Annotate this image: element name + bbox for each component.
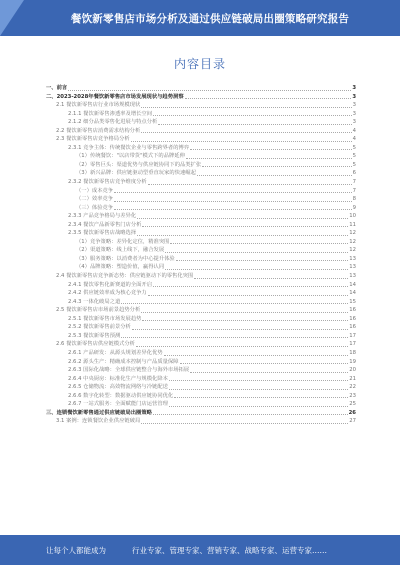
toc-dot-leader: [190, 368, 348, 373]
toc-entry[interactable]: [46, 246, 356, 255]
footer-slogan: 让每个人都能成为: [46, 546, 106, 555]
toc-entry-page: 3: [352, 110, 356, 117]
toc-entry-page: 25: [349, 401, 356, 408]
toc-dot-leader: [141, 419, 348, 424]
toc-dot-leader: [137, 214, 348, 219]
toc-entry-page: 26: [348, 409, 356, 416]
toc-entry-page: 21: [349, 375, 356, 382]
toc-entry[interactable]: [46, 272, 356, 281]
toc-entry-page: 5: [352, 161, 356, 168]
toc-entry-label: 2.1.2 细分品类零售化进展与特点分析: [68, 119, 158, 126]
toc-entry-label: 2.6.1 产品研发：从源头规划差异化优势: [68, 349, 163, 356]
toc-entry-page: 12: [349, 238, 356, 245]
toc-dot-leader: [170, 239, 348, 244]
toc-entry-page: 5: [352, 144, 356, 151]
toc-entry-label: 2.5.2 餐饮新零售前景分析: [68, 324, 131, 331]
toc-dot-leader: [114, 188, 352, 193]
toc-entry[interactable]: [46, 238, 356, 247]
toc-entry-label: 2.4.1 餐饮零售化新赛道的全面开启: [68, 281, 153, 288]
toc-dot-leader: [169, 376, 348, 381]
toc-dot-leader: [153, 111, 352, 116]
toc-entry-page: 20: [349, 367, 356, 374]
toc-entry[interactable]: [46, 383, 356, 392]
toc-entry[interactable]: [46, 400, 356, 409]
toc-entry-page: 12: [349, 230, 356, 237]
toc-heading: 内容目录: [173, 57, 226, 71]
toc-dot-leader: [142, 222, 348, 227]
toc-entry-label: 2.6 餐饮新零售店供应链模式分析: [56, 341, 135, 348]
toc-entry[interactable]: [46, 127, 356, 136]
toc-entry-page: 10: [349, 213, 356, 220]
toc-entry-label: （三）体验竞争: [76, 204, 114, 211]
toc-entry-label: 三、连锁餐饮新零售通过供应链破局出圈策略: [46, 409, 152, 416]
toc-entry-label: （一）成本竞争: [76, 187, 114, 194]
toc-entry[interactable]: [46, 84, 356, 93]
toc-entry-page: 8: [352, 196, 356, 203]
toc-dot-leader: [197, 171, 352, 176]
toc-dot-leader: [121, 333, 348, 338]
toc-dot-leader: [190, 145, 352, 150]
toc-entry-label: 2.3.5 餐饮新零售店战略选择: [68, 230, 137, 237]
report-title: 餐饮新零售店市场分析及通过供应链破局出圈策略研究报告: [70, 13, 350, 25]
toc-entry-page: 7: [352, 187, 356, 194]
toc-dot-leader: [194, 274, 348, 279]
toc-dot-leader: [121, 299, 348, 304]
toc-entry-page: 4: [352, 127, 356, 134]
toc-entry[interactable]: [46, 152, 356, 161]
toc-entry-label: （3）服务策略：以消费者为中心提升体验: [76, 255, 175, 262]
toc-entry[interactable]: [46, 323, 356, 332]
toc-entry[interactable]: [46, 161, 356, 170]
toc-dot-leader: [153, 410, 348, 415]
toc-entry[interactable]: [46, 229, 356, 238]
toc-entry-page: 13: [349, 255, 356, 262]
toc-entry-page: 17: [349, 332, 356, 339]
toc-entry[interactable]: [46, 101, 356, 110]
toc-entry[interactable]: [46, 332, 356, 341]
toc-dot-leader: [176, 256, 349, 261]
toc-entry-label: 2.6.4 中央厨房：标准化生产与规模化降本: [68, 375, 168, 382]
toc-entry[interactable]: [46, 187, 356, 196]
toc-entry-page: 17: [349, 341, 356, 348]
toc-entry[interactable]: [46, 169, 356, 178]
toc-entry-page: 13: [349, 273, 356, 280]
toc-dot-leader: [148, 291, 349, 296]
page-header: [0, 0, 400, 36]
toc-entry-label: 2.1 餐饮新零售店行业市场规模现状: [56, 102, 141, 109]
toc-entry-label: （4）品牌策略：塑造价值，赢得认同: [76, 264, 165, 271]
toc-dot-leader: [153, 282, 348, 287]
toc-entry-page: 13: [349, 264, 356, 271]
toc-dot-leader: [180, 359, 349, 364]
toc-dot-leader: [141, 103, 351, 108]
toc-entry-page: 3: [352, 102, 356, 109]
toc-entry-label: （2）零售巨头：渠道优势与供应链协同下的品类扩张: [76, 161, 202, 168]
toc-entry[interactable]: [46, 340, 356, 349]
toc-dot-leader: [141, 128, 351, 133]
toc-entry-page: 15: [349, 298, 356, 305]
toc-entry-page: 4: [352, 136, 356, 143]
toc-entry[interactable]: [46, 409, 356, 418]
toc-entry-label: 2.6.5 仓储物流：高效物流网络与冷链配送: [68, 384, 168, 391]
toc-entry[interactable]: [46, 195, 356, 204]
toc-entry-label: （3）新兴品牌：供应链驱动型垂直玩家的快速崛起: [76, 170, 196, 177]
toc-entry-page: 16: [349, 324, 356, 331]
toc-entry-page: 3: [352, 93, 356, 100]
toc-dot-leader: [158, 120, 351, 125]
toc-entry[interactable]: [46, 221, 356, 230]
toc-entry[interactable]: [46, 178, 356, 187]
toc-entry-page: 12: [349, 247, 356, 254]
toc-entry-page: 23: [349, 392, 356, 399]
toc-entry-page: 14: [349, 290, 356, 297]
toc-entry-label: （1）传统餐饮："以店带货"模式下的品牌延伸: [76, 153, 185, 160]
toc-dot-leader: [131, 137, 352, 142]
toc-dot-leader: [68, 86, 351, 91]
toc-entry[interactable]: [46, 375, 356, 384]
toc-entry-label: 2.4 餐饮新零售店竞争新态势：供应链驱动下的零售化突围: [56, 273, 194, 280]
toc-entry[interactable]: [46, 298, 356, 307]
toc-entry-label: 2.3.3 产品竞争格局与差异化: [68, 213, 137, 220]
toc-entry-label: 2.5.3 餐饮新零售预测: [68, 332, 121, 339]
toc-entry[interactable]: [46, 281, 356, 290]
toc-entry-page: 14: [349, 281, 356, 288]
toc-entry[interactable]: [46, 349, 356, 358]
toc-dot-leader: [141, 308, 348, 313]
toc-entry[interactable]: [46, 144, 356, 153]
toc-entry[interactable]: [46, 204, 356, 213]
toc-entry-page: 3: [352, 119, 356, 126]
toc-entry-label: 2.6.7 一站式服务：全面赋能门店运营管理: [68, 401, 168, 408]
toc-entry-page: 3: [352, 85, 356, 91]
toc-entry-label: 2.3 餐饮新零售店竞争格局分析: [56, 136, 130, 143]
toc-entry-page: 27: [349, 418, 356, 425]
toc-entry-page: 9: [352, 204, 356, 211]
toc-entry-page: 16: [349, 315, 356, 322]
toc-entry-label: 二、2023-2028年餐饮新零售店市场发展现状与趋势洞察: [46, 93, 184, 100]
toc-dot-leader: [136, 342, 348, 347]
toc-dot-leader: [114, 205, 352, 210]
toc-entry-label: 2.3.1 竞争主体：传统餐饮企业与零售跨界者的博弈: [68, 144, 190, 151]
toc-entry-label: （1）竞争策略：差异化定位，精准突围: [76, 238, 170, 245]
toc-entry[interactable]: [46, 93, 356, 102]
toc-entry-page: 19: [349, 358, 356, 365]
toc-entry[interactable]: [46, 315, 356, 324]
toc-entry-label: 一、前言: [46, 85, 68, 91]
toc-dot-leader: [164, 351, 349, 356]
header-corner-decoration: [0, 0, 24, 36]
toc-entry[interactable]: [46, 255, 356, 264]
toc-dot-leader: [174, 393, 348, 398]
toc-dot-leader: [142, 316, 348, 321]
toc-entry-page: 18: [349, 349, 356, 356]
toc-entry[interactable]: [46, 366, 356, 375]
toc-entry[interactable]: [46, 306, 356, 315]
toc-dot-leader: [202, 162, 351, 167]
toc-entry-page: 11: [349, 221, 356, 228]
toc-entry[interactable]: [46, 263, 356, 272]
toc-entry-label: 2.2 餐饮新零售店消费需求结构分析: [56, 127, 141, 134]
toc-entry-label: 2.6.3 国际化战略：全球供应链整合与海外市场拓展: [68, 367, 190, 374]
toc-entry-page: 16: [349, 307, 356, 314]
footer-roles: 行业专家、管理专家、营销专家、战略专家、运营专家……: [132, 546, 327, 555]
toc-dot-leader: [185, 94, 352, 99]
toc-entry-label: 2.6.6 数字化转型：数据驱动供应链协同优化: [68, 392, 174, 399]
toc-dot-leader: [169, 402, 348, 407]
toc-entry-label: 2.5 餐饮新零售店市场前景趋势分析: [56, 307, 141, 314]
toc-entry-label: 2.1.1 餐饮新零售渗透率及增长空间: [68, 110, 153, 117]
toc-dot-leader: [186, 154, 352, 159]
toc-entry-page: 7: [352, 179, 356, 186]
toc-entry[interactable]: [46, 289, 356, 298]
toc-entry-label: 2.5.1 餐饮新零售市场发展趋势: [68, 315, 142, 322]
toc-entry-label: 2.4.2 供应链效率成为核心竞争力: [68, 290, 147, 297]
toc-dot-leader: [137, 231, 348, 236]
toc-entry-label: （2）渠道策略：线上线下，融合发展: [76, 247, 165, 254]
toc-dot-leader: [169, 385, 348, 390]
toc-entry-label: （二）效率竞争: [76, 196, 114, 203]
toc-dot-leader: [148, 180, 352, 185]
toc-entry-label: 2.4.3 一体化破局之道: [68, 298, 121, 305]
toc-entry[interactable]: [46, 358, 356, 367]
toc-entry[interactable]: [46, 417, 356, 426]
toc-entry-label: 2.3.2 餐饮新零售店竞争维度分析: [68, 179, 147, 186]
toc-entry-label: 3.1 案例：连锁餐饮企业供应链破局: [56, 418, 141, 425]
page-footer: [0, 535, 400, 565]
toc-entry-page: 6: [352, 170, 356, 177]
toc-entry[interactable]: [46, 135, 356, 144]
toc-dot-leader: [114, 197, 352, 202]
toc-dot-leader: [132, 325, 348, 330]
toc-entry[interactable]: [46, 110, 356, 119]
toc-entry[interactable]: [46, 392, 356, 401]
toc-entry[interactable]: [46, 212, 356, 221]
toc-entry-page: 22: [349, 384, 356, 391]
toc-entry-page: 5: [352, 153, 356, 160]
toc-dot-leader: [165, 265, 348, 270]
table-of-contents: [46, 84, 356, 426]
toc-entry-label: 2.6.2 源头生产：精确成本控制与产品质量保障: [68, 358, 179, 365]
toc-entry[interactable]: [46, 118, 356, 127]
toc-entry-label: 2.3.4 餐饮产品新零售门店分析: [68, 221, 142, 228]
toc-dot-leader: [165, 248, 348, 253]
